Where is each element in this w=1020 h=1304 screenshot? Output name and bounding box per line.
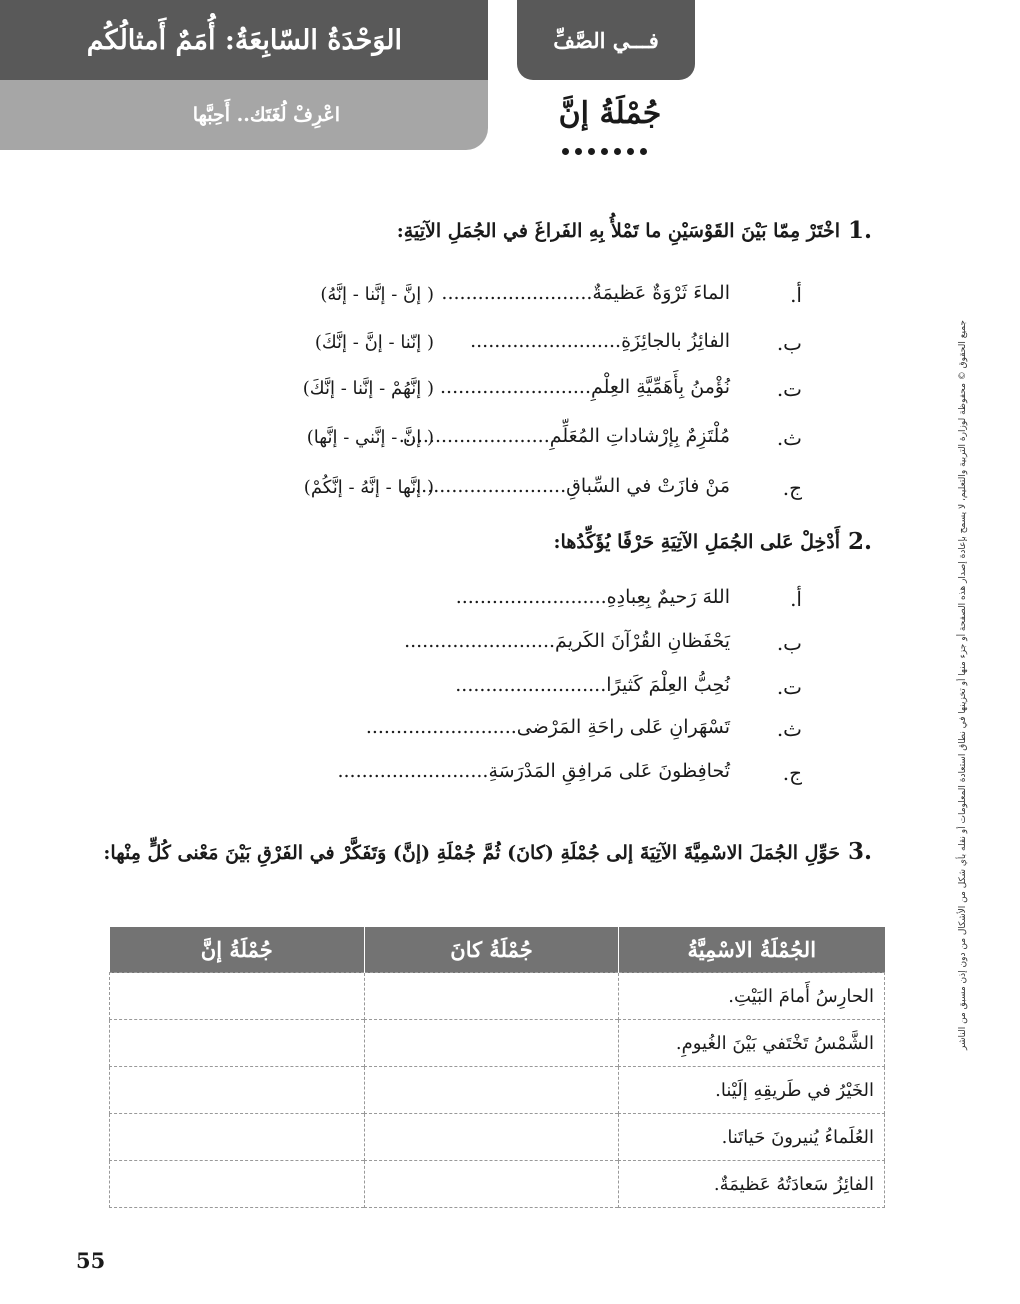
motto-text: اعْرِفْ لُغَتَك.. أَحِبَّها	[192, 104, 340, 126]
inna-answer-cell[interactable]	[110, 1114, 365, 1161]
nominal-sentence-cell: الحارِسُ أَمامَ البَيْتِ.	[619, 973, 885, 1020]
kana-answer-cell[interactable]	[365, 1161, 619, 1208]
q2-item-sentence: يَحْفَظانِ القُرْآنَ الكَريمَ.........................	[404, 630, 730, 652]
table-header-row	[110, 927, 885, 973]
q2-item-label: ج.	[782, 761, 802, 785]
q2-item-sentence: تَسْهَرانِ عَلى راحَةِ المَرْضى.........................	[365, 716, 730, 738]
q2-item-sentence: اللهَ رَحيمٌ بِعِبادِهِ.........................	[455, 586, 730, 608]
q2-text: أَدْخِلْ عَلى الجُمَلِ الآتِيَةِ حَرْفًا يُؤَكِّدُها:	[553, 531, 840, 553]
kana-answer-cell[interactable]	[365, 1114, 619, 1161]
q1-item-sentence: مَنْ فازَتْ في السِّباقِ.........................	[415, 475, 730, 497]
q2-item-label: ت.	[776, 675, 802, 699]
header-kana-sentence: جُمْلَةُ كانَ	[365, 927, 619, 973]
unit-title: الوَحْدَةُ السّابِعَةُ: أُمَمٌ أَمثالُكُم	[86, 24, 402, 56]
q1-item-label: ب.	[776, 331, 802, 355]
q2-item-sentence: نُحِبُّ العِلْمَ كَثيرًا.........................	[455, 674, 730, 696]
q1-text: اخْتَرْ مِمّا بَيْنَ القَوْسَيْنِ ما تَمْلأُ بِهِ الفَراغَ في الجُمَلِ الآتِيَةِ:	[396, 220, 840, 242]
q2-item-label: أ.	[790, 587, 802, 611]
q1-item-label: أ.	[790, 283, 802, 307]
q2-item-label: ب.	[776, 631, 802, 655]
kana-answer-cell[interactable]	[365, 1067, 619, 1114]
nominal-sentence-cell: الفائِزُ سَعادَتُهُ عَظيمَةٌ.	[619, 1161, 885, 1208]
inna-answer-cell[interactable]	[110, 1020, 365, 1067]
class-tab	[517, 0, 695, 80]
table-row	[110, 1020, 885, 1067]
q1-item-choices: ( إنَّ - إنَّني - إنَّها)	[306, 427, 434, 448]
table-row	[110, 1114, 885, 1161]
q3-number: 3.	[848, 838, 873, 865]
inna-answer-cell[interactable]	[110, 1067, 365, 1114]
q1-number: 1.	[848, 217, 873, 244]
nominal-sentence-cell: الخَيْرُ في طَريقِهِ إلَيْنا.	[619, 1067, 885, 1114]
title-dots-divider	[562, 148, 647, 155]
q1-item-choices: ( إنَّ - إنَّنا - إنَّهُ)	[320, 284, 434, 305]
header-nominal-sentence: الجُمْلَةُ الاسْمِيَّةُ	[619, 927, 885, 973]
table-row	[110, 973, 885, 1020]
q1-item-sentence: نُؤْمنُ بِأَهَمِّيَّةِ العِلْمِ.........................	[440, 376, 730, 398]
class-tab-label: فـــي الصَّفِّ	[553, 27, 659, 53]
q1-item-sentence: الماءَ ثَرْوَةٌ عَظيمَةٌ.........................	[441, 282, 730, 304]
nominal-sentence-cell: الشَّمْسُ تَخْتَفي بَيْنَ الغُيومِ.	[619, 1020, 885, 1067]
q2-item-label: ث.	[776, 717, 802, 741]
kana-answer-cell[interactable]	[365, 1020, 619, 1067]
q1-item-label: ج.	[782, 476, 802, 500]
side-copyright: جميع الحقوق © محفوظة لوزارة التربية والتعليم، لا يسمح بإعادة إصدار هذه الصفحة أو جزء منها أو تخزينها في نطاق استعادة المعلومات أو نقله بأي شكل من الأشكال من دون إذن مسبق من الناشر	[958, 320, 968, 1050]
q3-text: حَوِّلِ الجُمَلَ الاسْمِيَّةَ الآتِيَةَ إلى جُمْلَةِ (كانَ) ثُمَّ جُمْلَةِ (إنَّ) وَتَفَكَّرْ في الفَرْقِ بَيْنَ مَعْنى كُلٍّ مِنْها:	[103, 842, 840, 864]
motto-bar	[0, 80, 488, 150]
q2-item-sentence: تُحافِظونَ عَلى مَرافِقِ المَدْرَسَةِ.........................	[337, 760, 730, 782]
lesson-title: جُمْلَةُ إنَّ	[558, 96, 662, 131]
table-row	[110, 1161, 885, 1208]
q1-item-sentence: الفائِزُ بالجائِزَةِ.........................	[470, 330, 730, 352]
q1-item-choices: ( إنّنا - إنَّ - إنَّكَ)	[314, 332, 434, 353]
conversion-table	[109, 927, 885, 1208]
q1-item-choices: ( إنَّها - إنَّهُ - إنَّكُمْ)	[303, 477, 434, 498]
kana-answer-cell[interactable]	[365, 973, 619, 1020]
header-inna-sentence: جُمْلَةُ إنَّ	[110, 927, 365, 973]
q1-item-choices: ( إنَّهُمْ - إنَّنا - إنَّكَ)	[302, 378, 434, 399]
nominal-sentence-cell: العُلَماءُ يُنيرونَ حَياتَنا.	[619, 1114, 885, 1161]
inna-answer-cell[interactable]	[110, 973, 365, 1020]
q1-item-label: ت.	[776, 377, 802, 401]
inna-answer-cell[interactable]	[110, 1161, 365, 1208]
unit-title-bar	[0, 0, 488, 80]
table-row	[110, 1067, 885, 1114]
page-number: 55	[76, 1248, 106, 1273]
q1-item-label: ث.	[776, 426, 802, 450]
q1-item-sentence: مُلْتَزِمٌ بِإرْشاداتِ المُعَلِّمِ.........................	[398, 425, 730, 447]
q2-number: 2.	[848, 528, 873, 555]
